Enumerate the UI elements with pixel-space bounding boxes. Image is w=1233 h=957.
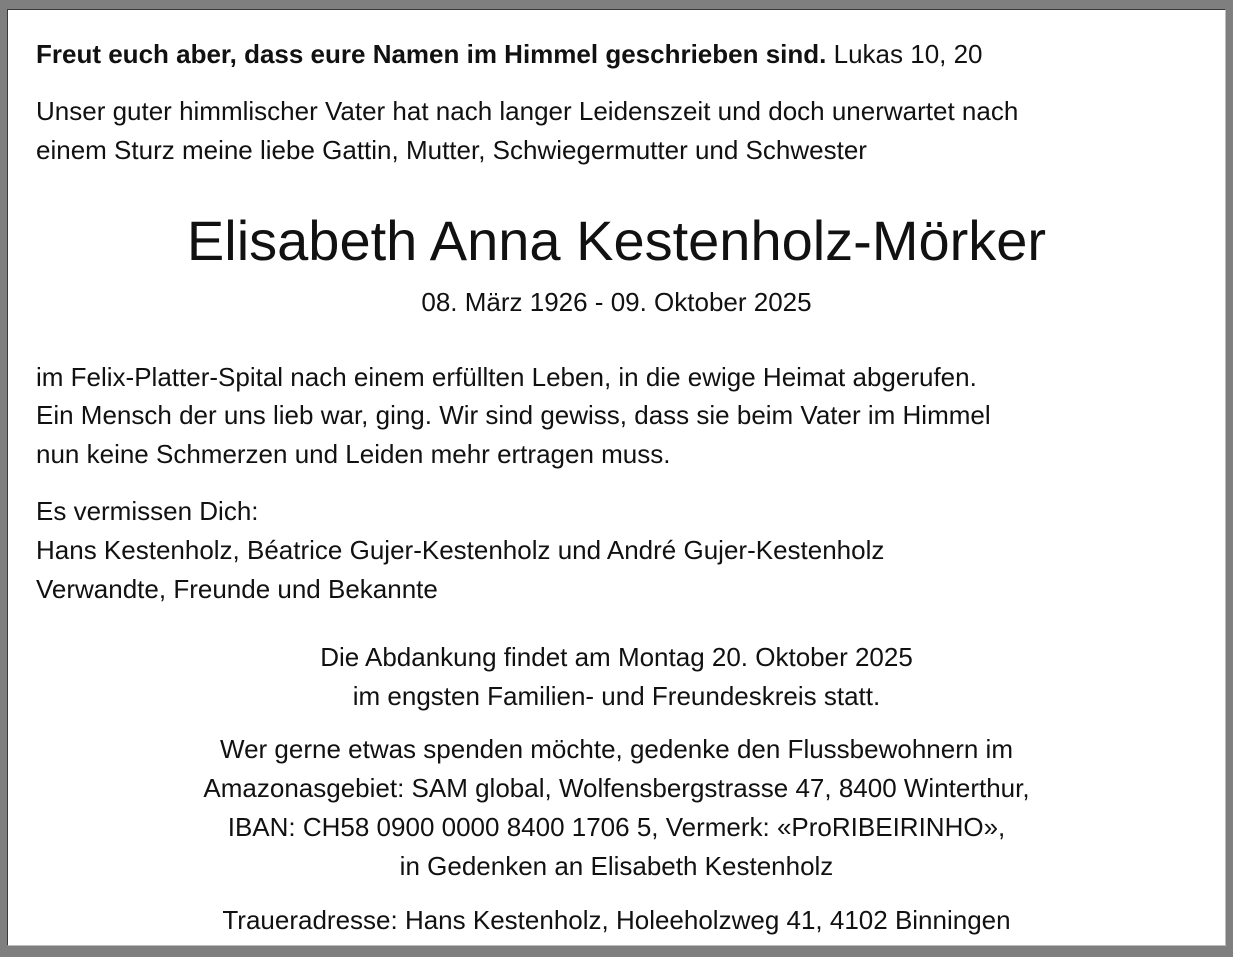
donation-line-2: Amazonasgebiet: SAM global, Wolfensbergstrasse 47, 8400 Winterthur, (203, 773, 1030, 803)
frame-top-border (0, 0, 1233, 9)
frame-bottom-border (0, 946, 1233, 957)
ceremony-line-2: im engsten Familien- und Freundeskreis statt. (352, 681, 881, 711)
intro-line-2: einem Sturz meine liebe Gattin, Mutter, Schwiegermutter und Schwester (36, 135, 867, 165)
passing-line-2: Ein Mensch der uns lieb war, ging. Wir sind gewiss, dass sie beim Vater im Himmel (36, 400, 991, 430)
mourners-others: Verwandte, Freunde und Bekannte (36, 574, 438, 604)
passing-line-1: im Felix-Platter-Spital nach einem erfüllten Leben, in die ewige Heimat abgerufen. (36, 362, 977, 392)
ceremony-line-1: Die Abdankung findet am Montag 20. Oktober 2025 (320, 642, 913, 672)
bible-verse (36, 39, 983, 69)
verse-reference: Lukas 10, 20 (833, 39, 983, 69)
donation-line-1: Wer gerne etwas spenden möchte, gedenke den Flussbewohnern im (220, 734, 1013, 764)
deceased-name: Elisabeth Anna Kestenholz-Mörker (186, 209, 1047, 272)
mourners-family: Hans Kestenholz, Béatrice Gujer-Kestenholz und André Gujer-Kestenholz (36, 535, 885, 565)
passing-line-3: nun keine Schmerzen und Leiden mehr ertragen muss. (36, 439, 671, 469)
life-dates: 08. März 1926 - 09. Oktober 2025 (421, 287, 812, 317)
mourning-address: Traueradresse: Hans Kestenholz, Holeeholzweg 41, 4102 Binningen (222, 905, 1011, 935)
donation-line-4: in Gedenken an Elisabeth Kestenholz (399, 851, 834, 881)
mourners-heading: Es vermissen Dich: (36, 496, 259, 526)
donation-line-3: IBAN: CH58 0900 0000 8400 1706 5, Vermerk: «ProRIBEIRINHO», (227, 812, 1006, 842)
intro-line-1: Unser guter himmlischer Vater hat nach langer Leidenszeit und doch unerwartet nach (36, 96, 1019, 126)
verse-quote: Freut euch aber, dass eure Namen im Himmel geschrieben sind. (36, 39, 827, 69)
